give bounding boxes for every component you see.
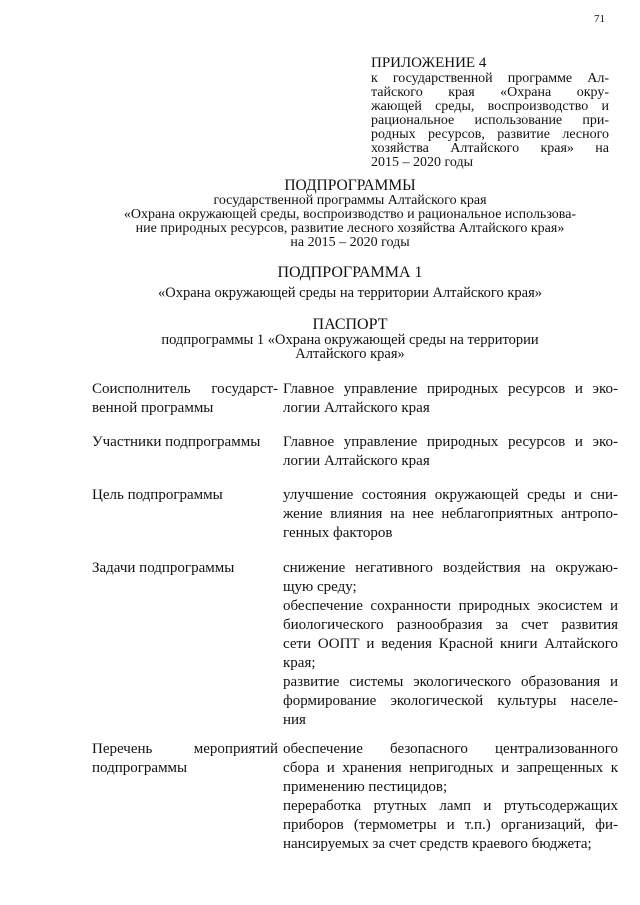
appendix-title: ПРИЛОЖЕНИЕ 4	[371, 55, 487, 71]
row-value-line: снижение негативного воздействия на окружаю-	[283, 560, 618, 576]
passport-title: ПАСПОРТ	[312, 316, 388, 333]
row-value-line: обеспечение сохранности природных экосистем и	[283, 598, 618, 614]
row-value-line: формирование экологической культуры населе-	[283, 693, 618, 709]
appendix-line: рациональное использование при-	[371, 113, 609, 128]
row-value-line: нансируемых за счет средств краевого бюджета;	[283, 836, 592, 852]
row-value-line: Главное управление природных ресурсов и эко-	[283, 381, 618, 397]
appendix-line: 2015 – 2020 годы	[371, 155, 474, 170]
row-label-line: Цель подпрограммы	[92, 487, 223, 503]
row-label-line: Соисполнитель государст-	[92, 381, 278, 397]
row-label	[92, 559, 278, 578]
row-label-line: подпрограммы	[92, 760, 188, 776]
row-value-line: приборов (термометры и т.п.) организаций, фи-	[283, 817, 618, 833]
appendix-line: родных ресурсов, развитие лесного	[371, 127, 609, 142]
subprograms-line: государственной программы Алтайского края	[213, 193, 487, 208]
row-value-line: логии Алтайского края	[283, 453, 430, 469]
appendix-line: жающей среды, воспроизводство и	[371, 99, 609, 114]
row-value-line: улучшение состояния окружающей среды и сни-	[283, 487, 618, 503]
row-value-line: переработка ртутных ламп и ртутьсодержащих	[283, 798, 618, 814]
passport-line: подпрограммы 1 «Охрана окружающей среды на территории	[161, 332, 539, 348]
row-value-line: развитие системы экологического образования и	[283, 674, 618, 690]
subprograms-line: ние природных ресурсов, развитие лесного хозяйства Алтайского края»	[135, 221, 565, 236]
subprogram1-title: ПОДПРОГРАММА 1	[277, 264, 423, 281]
subprogram1-heading	[60, 264, 640, 302]
row-value-line: ния	[283, 712, 306, 728]
appendix-line: хозяйства Алтайского края» на	[371, 141, 609, 156]
row-value-line: жение влияния на нее неблагоприятных антропо-	[283, 506, 618, 522]
row-value-line: края;	[283, 655, 316, 671]
row-value	[283, 380, 618, 418]
row-value	[283, 559, 618, 730]
subprograms-line: на 2015 – 2020 годы	[290, 235, 410, 250]
appendix-block	[371, 55, 609, 170]
row-value	[283, 740, 618, 854]
row-label-line: венной программы	[92, 400, 214, 416]
subprograms-heading	[60, 178, 640, 250]
row-value-line: щую среду;	[283, 579, 357, 595]
row-label-line: Участники подпрограммы	[92, 434, 261, 450]
row-value-line: Главное управление природных ресурсов и эко-	[283, 434, 618, 450]
row-label-line: Перечень мероприятий	[92, 741, 278, 757]
row-value	[283, 486, 618, 543]
row-value-line: сети ООПТ и ведения Красной книги Алтайского	[283, 636, 618, 652]
row-value-line: биологического разнообразия за счет развития	[283, 617, 618, 633]
page-number: 71	[594, 13, 605, 25]
row-value-line: сбора и хранения непригодных и запрещенных к	[283, 760, 618, 776]
subprograms-line: «Охрана окружающей среды, воспроизводство и рациональное использова-	[123, 207, 577, 222]
subprogram1-name: «Охрана окружающей среды на территории Алтайского края»	[157, 285, 542, 301]
row-value	[283, 433, 618, 471]
appendix-line: тайского края «Охрана окру-	[371, 85, 609, 100]
row-value-line: логии Алтайского края	[283, 400, 430, 416]
row-label	[92, 433, 278, 452]
row-label	[92, 486, 278, 505]
passport-line: Алтайского края»	[295, 346, 405, 362]
row-label	[92, 380, 278, 418]
row-value-line: применению пестицидов;	[283, 779, 448, 795]
row-label-line: Задачи подпрограммы	[92, 560, 235, 576]
passport-heading	[60, 317, 640, 361]
row-value-line: генных факторов	[283, 525, 393, 541]
appendix-line: к государственной программе Ал-	[371, 71, 609, 86]
subprograms-title: ПОДПРОГРАММЫ	[284, 177, 416, 194]
row-label	[92, 740, 278, 778]
row-value-line: обеспечение безопасного централизованного	[283, 741, 618, 757]
